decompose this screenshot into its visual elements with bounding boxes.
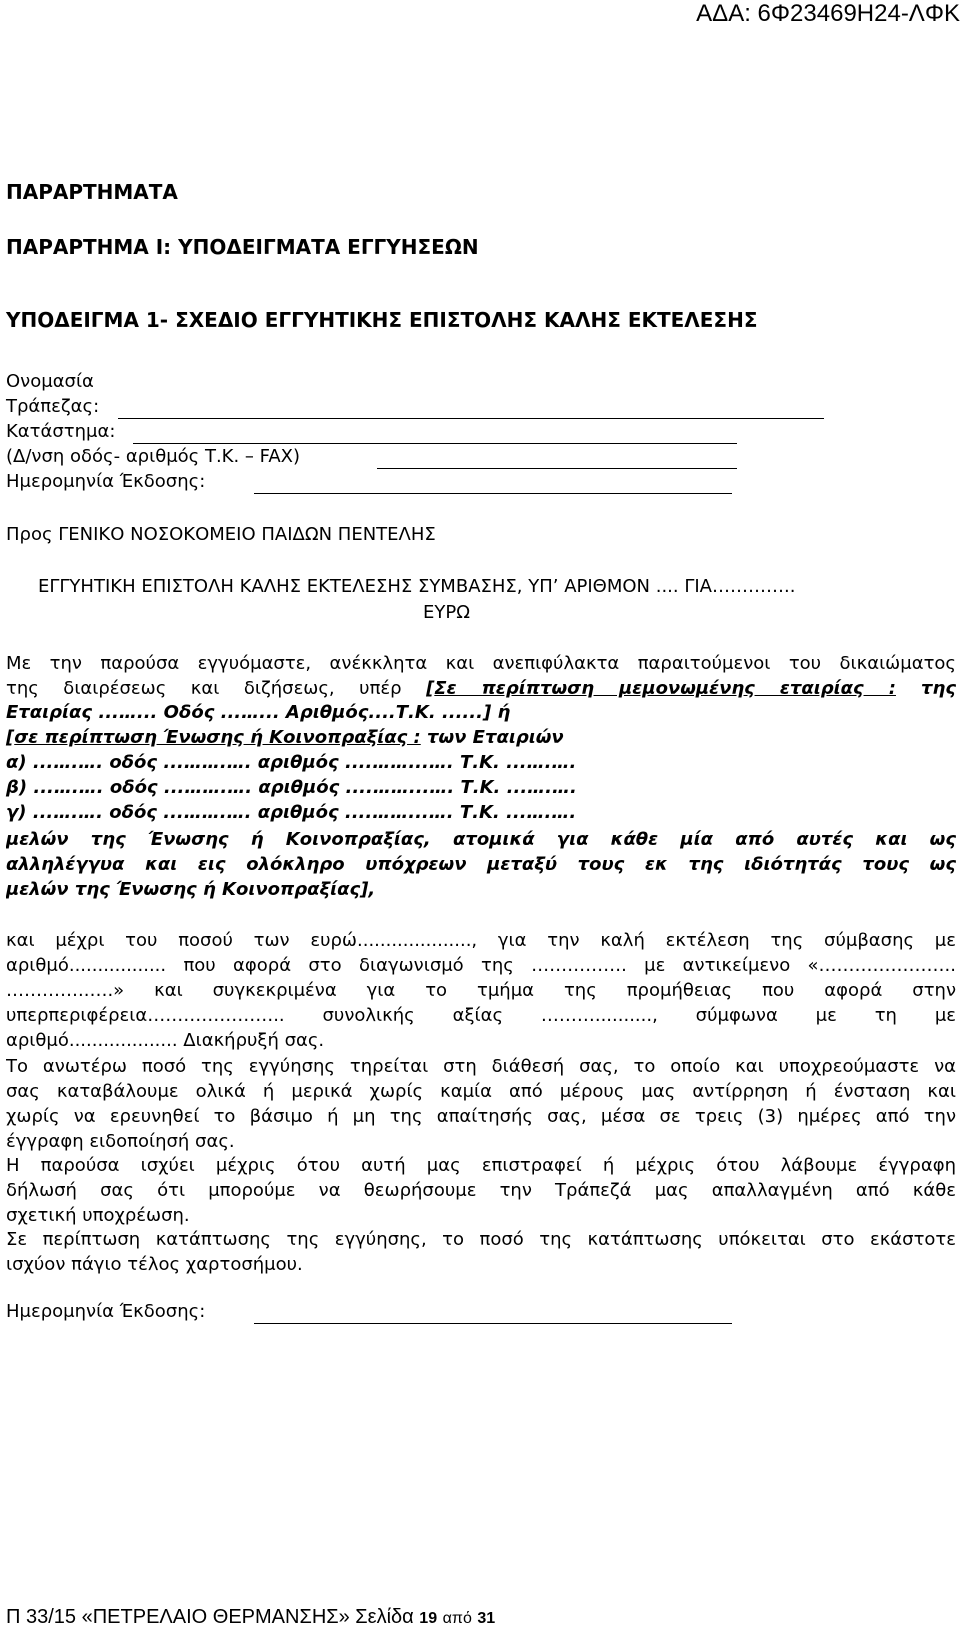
field-address-label: (Δ/νση οδός- αριθμός Τ.Κ. – FAX) — [6, 446, 301, 467]
paragraph-forfeiture — [6, 1227, 956, 1277]
p1-line-4-bracket: [ — [6, 727, 15, 748]
paragraph-amount — [6, 928, 956, 1053]
p3-line-4: έγγραφη ειδοποίησή σας. — [6, 1131, 235, 1152]
p1-line-9: αλληλέγγυα και εις ολόκληρο υπόχρεων μεταξύ τους εκ της ιδιότητάς τους ως — [6, 854, 956, 875]
p5-line-2: ισχύον πάγιο τέλος χαρτοσήμου. — [6, 1254, 303, 1275]
p1-line-1: Με την παρούσα εγγυόμαστε, ανέκκλητα και ανεπιφύλακτα παραιτούμενοι του δικαιώματος — [6, 653, 956, 674]
appendices-heading: ΠΑΡΑΡΤΗΜΑΤΑ — [6, 180, 178, 204]
p4-line-2: δήλωσή σας ότι μπορούμε να θεωρήσουμε την Τράπεζά μας απαλλαγμένη από κάθε — [6, 1180, 956, 1201]
p1-line-7: γ) ...….…. οδός ...…….…. αριθμός ....……...…. Τ.Κ. ...….…. — [6, 802, 577, 823]
p2-line-2: αριθμό................. που αφορά στο διαγωνισμό της ……………. με αντικείμενο «………………….. — [6, 955, 956, 976]
p1-line-4 — [6, 727, 564, 748]
p1-line-2-bracket: [ — [426, 678, 435, 699]
footer-page-number: 19 — [419, 1610, 438, 1627]
branch-blank-line — [133, 443, 737, 444]
page-footer — [6, 1606, 495, 1629]
paragraph-guarantee — [6, 651, 956, 701]
p1-line-4-underlined: σε περίπτωση Ένωσης ή Κοινοπραξίας : — [14, 727, 421, 748]
paragraph-availability — [6, 1054, 956, 1154]
p1-line-3: Εταιρίας ...…... Οδός ...…... Αριθμός....Τ.Κ. ......] ή — [6, 702, 511, 723]
recipient: Προς ΓΕΝΙΚΟ ΝΟΣΟΚΟΜΕΙΟ ΠΑΙΔΩΝ ΠΕΝΤΕΛΗΣ — [6, 524, 436, 545]
issue-date-blank-line — [254, 493, 732, 494]
field-bank-label: Τράπεζας: — [6, 396, 100, 417]
letter-title: ΕΓΓΥΗΤΙΚΗ ΕΠΙΣΤΟΛΗ ΚΑΛΗΣ ΕΚΤΕΛΕΣΗΣ ΣΥΜΒΑΣΗΣ, ΥΠ’ ΑΡΙΘΜΟΝ .... ΓΙΑ………….. — [38, 576, 796, 597]
bank-blank-line — [118, 418, 824, 419]
p2-line-4: υπερπεριφέρεια………………….. συνολικής αξίας ……….........., σύμφωνα με τη με — [6, 1005, 956, 1026]
p1-line-2 — [6, 676, 956, 701]
field-branch-label: Κατάστημα: — [6, 421, 116, 442]
p4-line-3: σχετική υποχρέωση. — [6, 1205, 190, 1226]
p3-line-1: Το ανωτέρω ποσό της εγγύησης τηρείται στη διάθεσή σας, το οποίο και υποχρεούμαστε να — [6, 1056, 956, 1077]
p1-line-4-end: των Εταιριών — [420, 727, 564, 748]
closing-date-blank-line — [254, 1323, 732, 1324]
footer-of: από — [442, 1610, 472, 1627]
p1-line-5: α) ...….…. οδός ...…….…. αριθμός ....……...…. Τ.Κ. ...….…. — [6, 752, 577, 773]
p1-line-8: μελών της Ένωσης ή Κοινοπραξίας, ατομικά για κάθε μία από αυτές και ως — [6, 829, 956, 850]
p2-line-5: αριθμό................... Διακήρυξή σας. — [6, 1030, 325, 1051]
p4-line-1: Η παρούσα ισχύει μέχρις ότου αυτή μας επιστραφεί ή μέχρις ότου λάβουμε έγγραφη — [6, 1155, 956, 1176]
field-issue-date-label: Ημερομηνία Έκδοσης: — [6, 471, 206, 492]
closing-issue-date-label: Ημερομηνία Έκδοσης: — [6, 1301, 206, 1322]
model-1-heading: ΥΠΟΔΕΙΓΜΑ 1- ΣΧΕΔΙΟ ΕΓΓΥΗΤΙΚΗΣ ΕΠΙΣΤΟΛΗΣ ΚΑΛΗΣ ΕΚΤΕΛΕΣΗΣ — [6, 308, 758, 332]
p1-line-6: β) ...….…. οδός ...…….…. αριθμός ....……...…. Τ.Κ. ...….…. — [6, 777, 577, 798]
p3-line-2: σας καταβάλουμε ολικά ή μερικά χωρίς καμία από μέρους μας αντίρρηση ή ένσταση και — [6, 1081, 956, 1102]
p1-line-10: μελών της Ένωσης ή Κοινοπραξίας], — [6, 879, 376, 900]
address-blank-line — [377, 468, 737, 469]
p5-line-1: Σε περίπτωση κατάπτωσης της εγγύησης, το ποσό της κατάπτωσης υπόκειται στο εκάστοτε — [6, 1229, 956, 1250]
paragraph-validity — [6, 1153, 956, 1228]
footer-title: Π 33/15 «ΠΕΤΡΕΛΑΙΟ ΘΕΡΜΑΝΣΗΣ» Σελίδα — [6, 1606, 414, 1628]
p2-line-1: και μέχρι του ποσού των ευρώ...................., για την καλή εκτέλεση της σύμβασης με — [6, 930, 956, 951]
p3-line-3: χωρίς να ερευνηθεί το βάσιμο ή μη της απαίτησής σας, μέσα σε τρεις (3) ημέρες από την — [6, 1106, 956, 1127]
p1-line-2-end: της — [895, 678, 956, 699]
appendix-1-heading: ΠΑΡΑΡΤΗΜΑ Ι: ΥΠΟΔΕΙΓΜΑΤΑ ΕΓΓΥΗΣΕΩΝ — [6, 235, 479, 259]
letter-title-currency: ΕΥΡΩ — [423, 602, 470, 623]
field-name-label: Ονομασία — [6, 371, 94, 392]
p1-members-block — [6, 827, 956, 902]
p1-line-2-plain: της διαιρέσεως και διζήσεως, υπέρ — [6, 678, 427, 699]
p1-line-2-underlined: Σε περίπτωση μεμονωμένης εταιρίας : — [434, 678, 896, 699]
p2-line-3: …………..….» και συγκεκριμένα για το τμήμα της προμήθειας που αφορά στην — [6, 980, 956, 1001]
ada-code: ΑΔΑ: 6Φ23469Η24-ΛΦΚ — [696, 0, 960, 27]
footer-page-total: 31 — [477, 1610, 496, 1627]
